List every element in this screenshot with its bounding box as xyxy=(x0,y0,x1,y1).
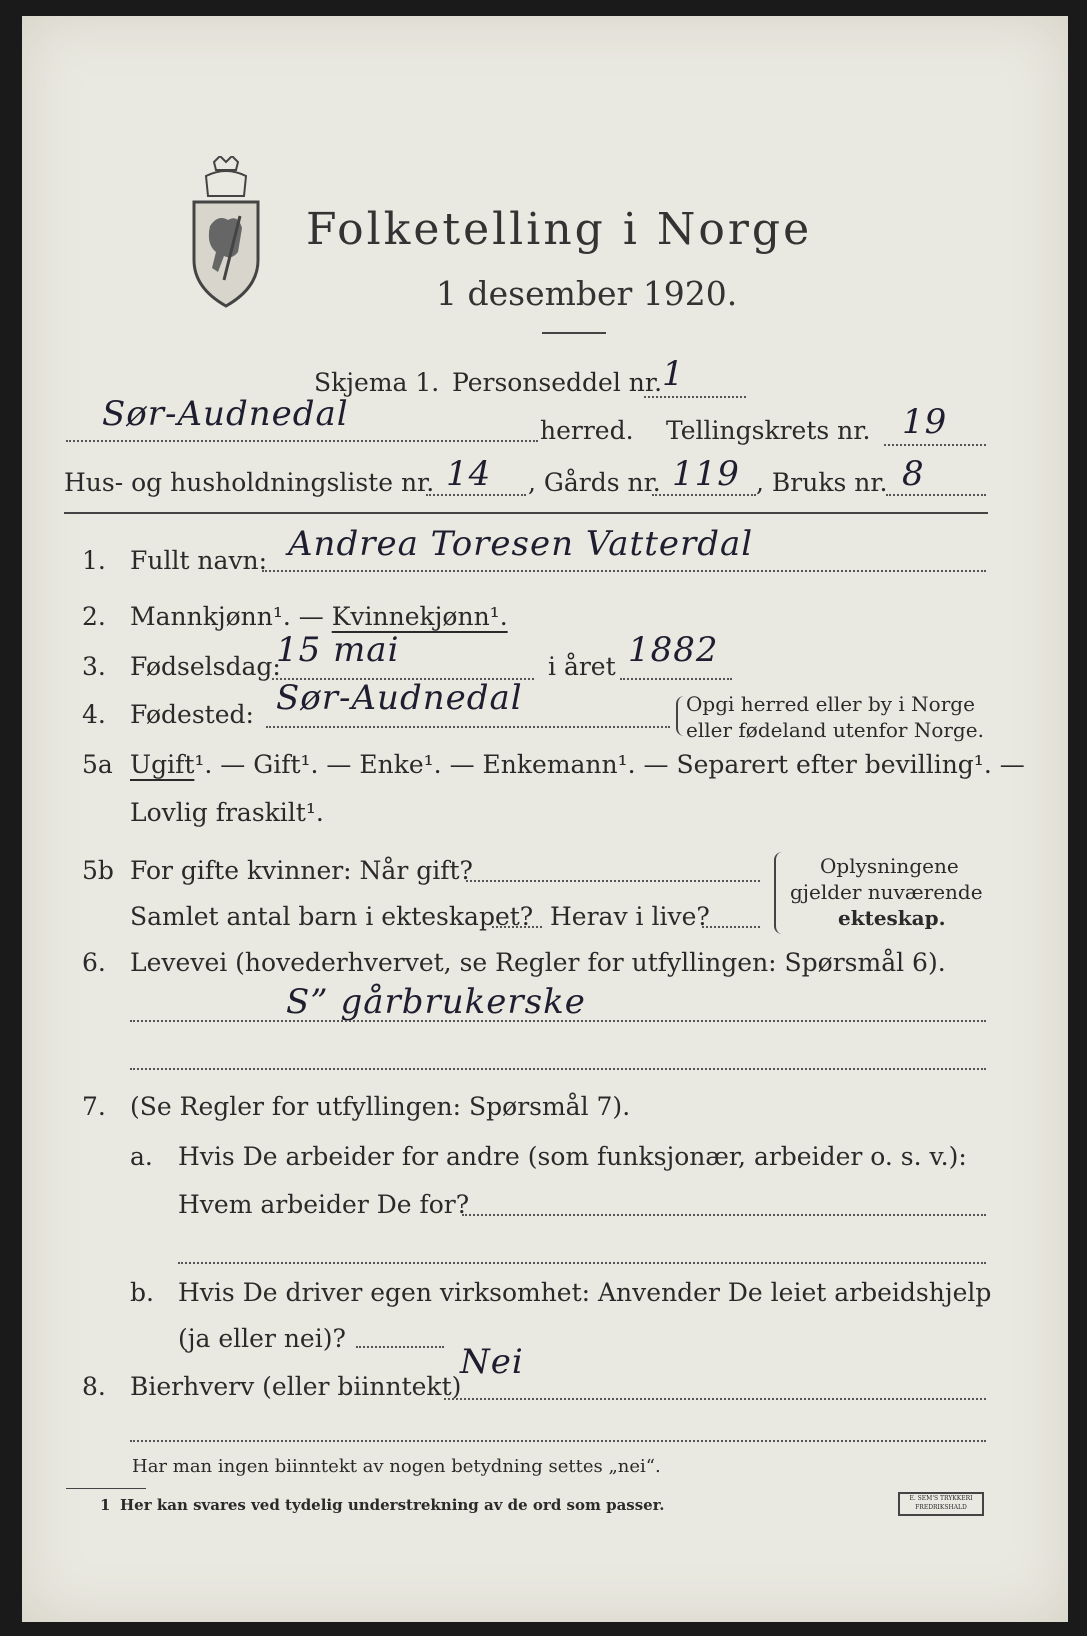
q8-line xyxy=(444,1398,986,1400)
q4-value: Sør-Audnedal xyxy=(276,678,523,718)
gards-value: 119 xyxy=(672,454,740,494)
q5b-children: Samlet antal barn i ekteskapet? xyxy=(130,902,534,931)
q7a-employer-label: Hvem arbeider De for? xyxy=(178,1190,470,1219)
q6-line1 xyxy=(130,1020,986,1022)
q1-number: 1. xyxy=(82,546,106,575)
footer-note: Har man ingen biinntekt av nogen betydning settes „nei“. xyxy=(132,1456,661,1477)
gards-label: , Gårds nr. xyxy=(528,468,661,497)
bruks-line xyxy=(886,494,986,496)
q3-year-value: 1882 xyxy=(628,630,719,670)
census-form-page xyxy=(22,16,1068,1622)
tellingskrets-line xyxy=(884,444,986,446)
q3-year-line xyxy=(620,678,732,680)
q5b-children-line xyxy=(492,926,542,928)
q5a-fraskilt: Lovlig fraskilt¹. xyxy=(130,798,324,827)
gards-line xyxy=(652,494,756,496)
q4-label: Fødested: xyxy=(130,700,254,729)
q7b-letter: b. xyxy=(130,1278,154,1307)
hus-value: 14 xyxy=(446,454,492,494)
footnote-mark: 1 xyxy=(100,1496,111,1514)
personseddel-value: 1 xyxy=(662,354,685,394)
q7a-letter: a. xyxy=(130,1142,153,1171)
schema-label: Skjema 1. xyxy=(314,368,440,397)
q3-value: 15 mai xyxy=(276,630,400,670)
q6-value: S” gårbrukerske xyxy=(286,982,586,1022)
q2-mannkjonn: Mannkjønn¹. — xyxy=(130,602,332,631)
footnote-text: Her kan svares ved tydelig understrekning av de ord som passer. xyxy=(120,1496,665,1514)
q7a-employer-line xyxy=(462,1214,986,1216)
footnote-divider xyxy=(66,1488,146,1489)
q5a-ugift: Ugift xyxy=(130,750,195,779)
title-divider xyxy=(542,332,606,334)
census-date: 1 desember 1920. xyxy=(436,274,738,313)
q1-label: Fullt navn: xyxy=(130,546,268,575)
personseddel-line xyxy=(644,396,746,398)
q6-label: Levevei (hovederhvervet, se Regler for utfyllingen: Spørsmål 6). xyxy=(130,948,946,977)
q5a-number: 5a xyxy=(82,750,113,779)
herred-value: Sør-Audnedal xyxy=(102,394,349,434)
form-title: Folketelling i Norge xyxy=(306,204,813,255)
header-separator xyxy=(64,512,988,514)
herred-line xyxy=(66,440,538,442)
q5a-marital-status xyxy=(130,750,1025,779)
q4-note-line1: Opgi herred eller by i Norge xyxy=(686,692,975,716)
q8-value: Nei xyxy=(460,1342,524,1382)
q8-label: Bierhverv (eller biinntekt) xyxy=(130,1372,462,1401)
bruks-value: 8 xyxy=(902,454,925,494)
q7b-question: Hvis De driver egen virksomhet: Anvender De leiet arbeidshjelp xyxy=(178,1278,992,1307)
q5b-note-line3: ekteskap. xyxy=(838,906,946,930)
tellingskrets-value: 19 xyxy=(902,402,948,442)
q3-year-label: i året xyxy=(548,652,616,681)
q7-label: (Se Regler for utfyllingen: Spørsmål 7). xyxy=(130,1092,631,1121)
tellingskrets-label: Tellingskrets nr. xyxy=(666,416,871,445)
hus-label: Hus- og husholdningsliste nr. xyxy=(64,468,435,497)
q1-value: Andrea Toresen Vatterdal xyxy=(288,524,754,564)
q2-gender xyxy=(130,602,508,631)
q6-line2 xyxy=(130,1068,986,1070)
q5b-note-line1: Oplysningene xyxy=(820,854,959,878)
q5a-other-options: ¹. — Gift¹. — Enke¹. — Enkemann¹. — Separert efter bevilling¹. — xyxy=(194,750,1025,779)
q1-line xyxy=(262,570,986,572)
q7b-yes-no-label: (ja eller nei)? xyxy=(178,1324,346,1353)
q3-number: 3. xyxy=(82,652,106,681)
q7b-line xyxy=(356,1346,444,1348)
q2-kvinnekjonn: Kvinnekjønn¹. xyxy=(331,602,508,631)
q7-number: 7. xyxy=(82,1092,106,1121)
q5b-number: 5b xyxy=(82,856,114,885)
q8-line2 xyxy=(130,1440,986,1442)
q5b-when-married: For gifte kvinner: Når gift? xyxy=(130,856,473,885)
q3-label: Fødselsdag: xyxy=(130,652,281,681)
q8-number: 8. xyxy=(82,1372,106,1401)
bruks-label: , Bruks nr. xyxy=(756,468,888,497)
q5b-alive-line xyxy=(702,926,760,928)
q4-note-line2: eller fødeland utenfor Norge. xyxy=(686,718,984,742)
q7a-question: Hvis De arbeider for andre (som funksjonær, arbeider o. s. v.): xyxy=(178,1142,967,1171)
q5b-alive: Herav i live? xyxy=(550,902,710,931)
coat-of-arms-icon xyxy=(184,156,268,308)
q2-number: 2. xyxy=(82,602,106,631)
q5b-note-line2: gjelder nuværende xyxy=(790,880,983,904)
hus-line xyxy=(426,494,526,496)
q4-line xyxy=(266,726,670,728)
q7a-employer-line2 xyxy=(178,1262,986,1264)
q4-number: 4. xyxy=(82,700,106,729)
herred-label: herred. xyxy=(540,416,634,445)
q6-number: 6. xyxy=(82,948,106,977)
printer-stamp: E. SEM'S TRYKKERI FREDRIKSHALD xyxy=(898,1492,984,1516)
q5b-brace xyxy=(774,852,786,934)
q5b-when-line xyxy=(466,880,760,882)
personseddel-label: Personseddel nr. xyxy=(452,368,663,397)
